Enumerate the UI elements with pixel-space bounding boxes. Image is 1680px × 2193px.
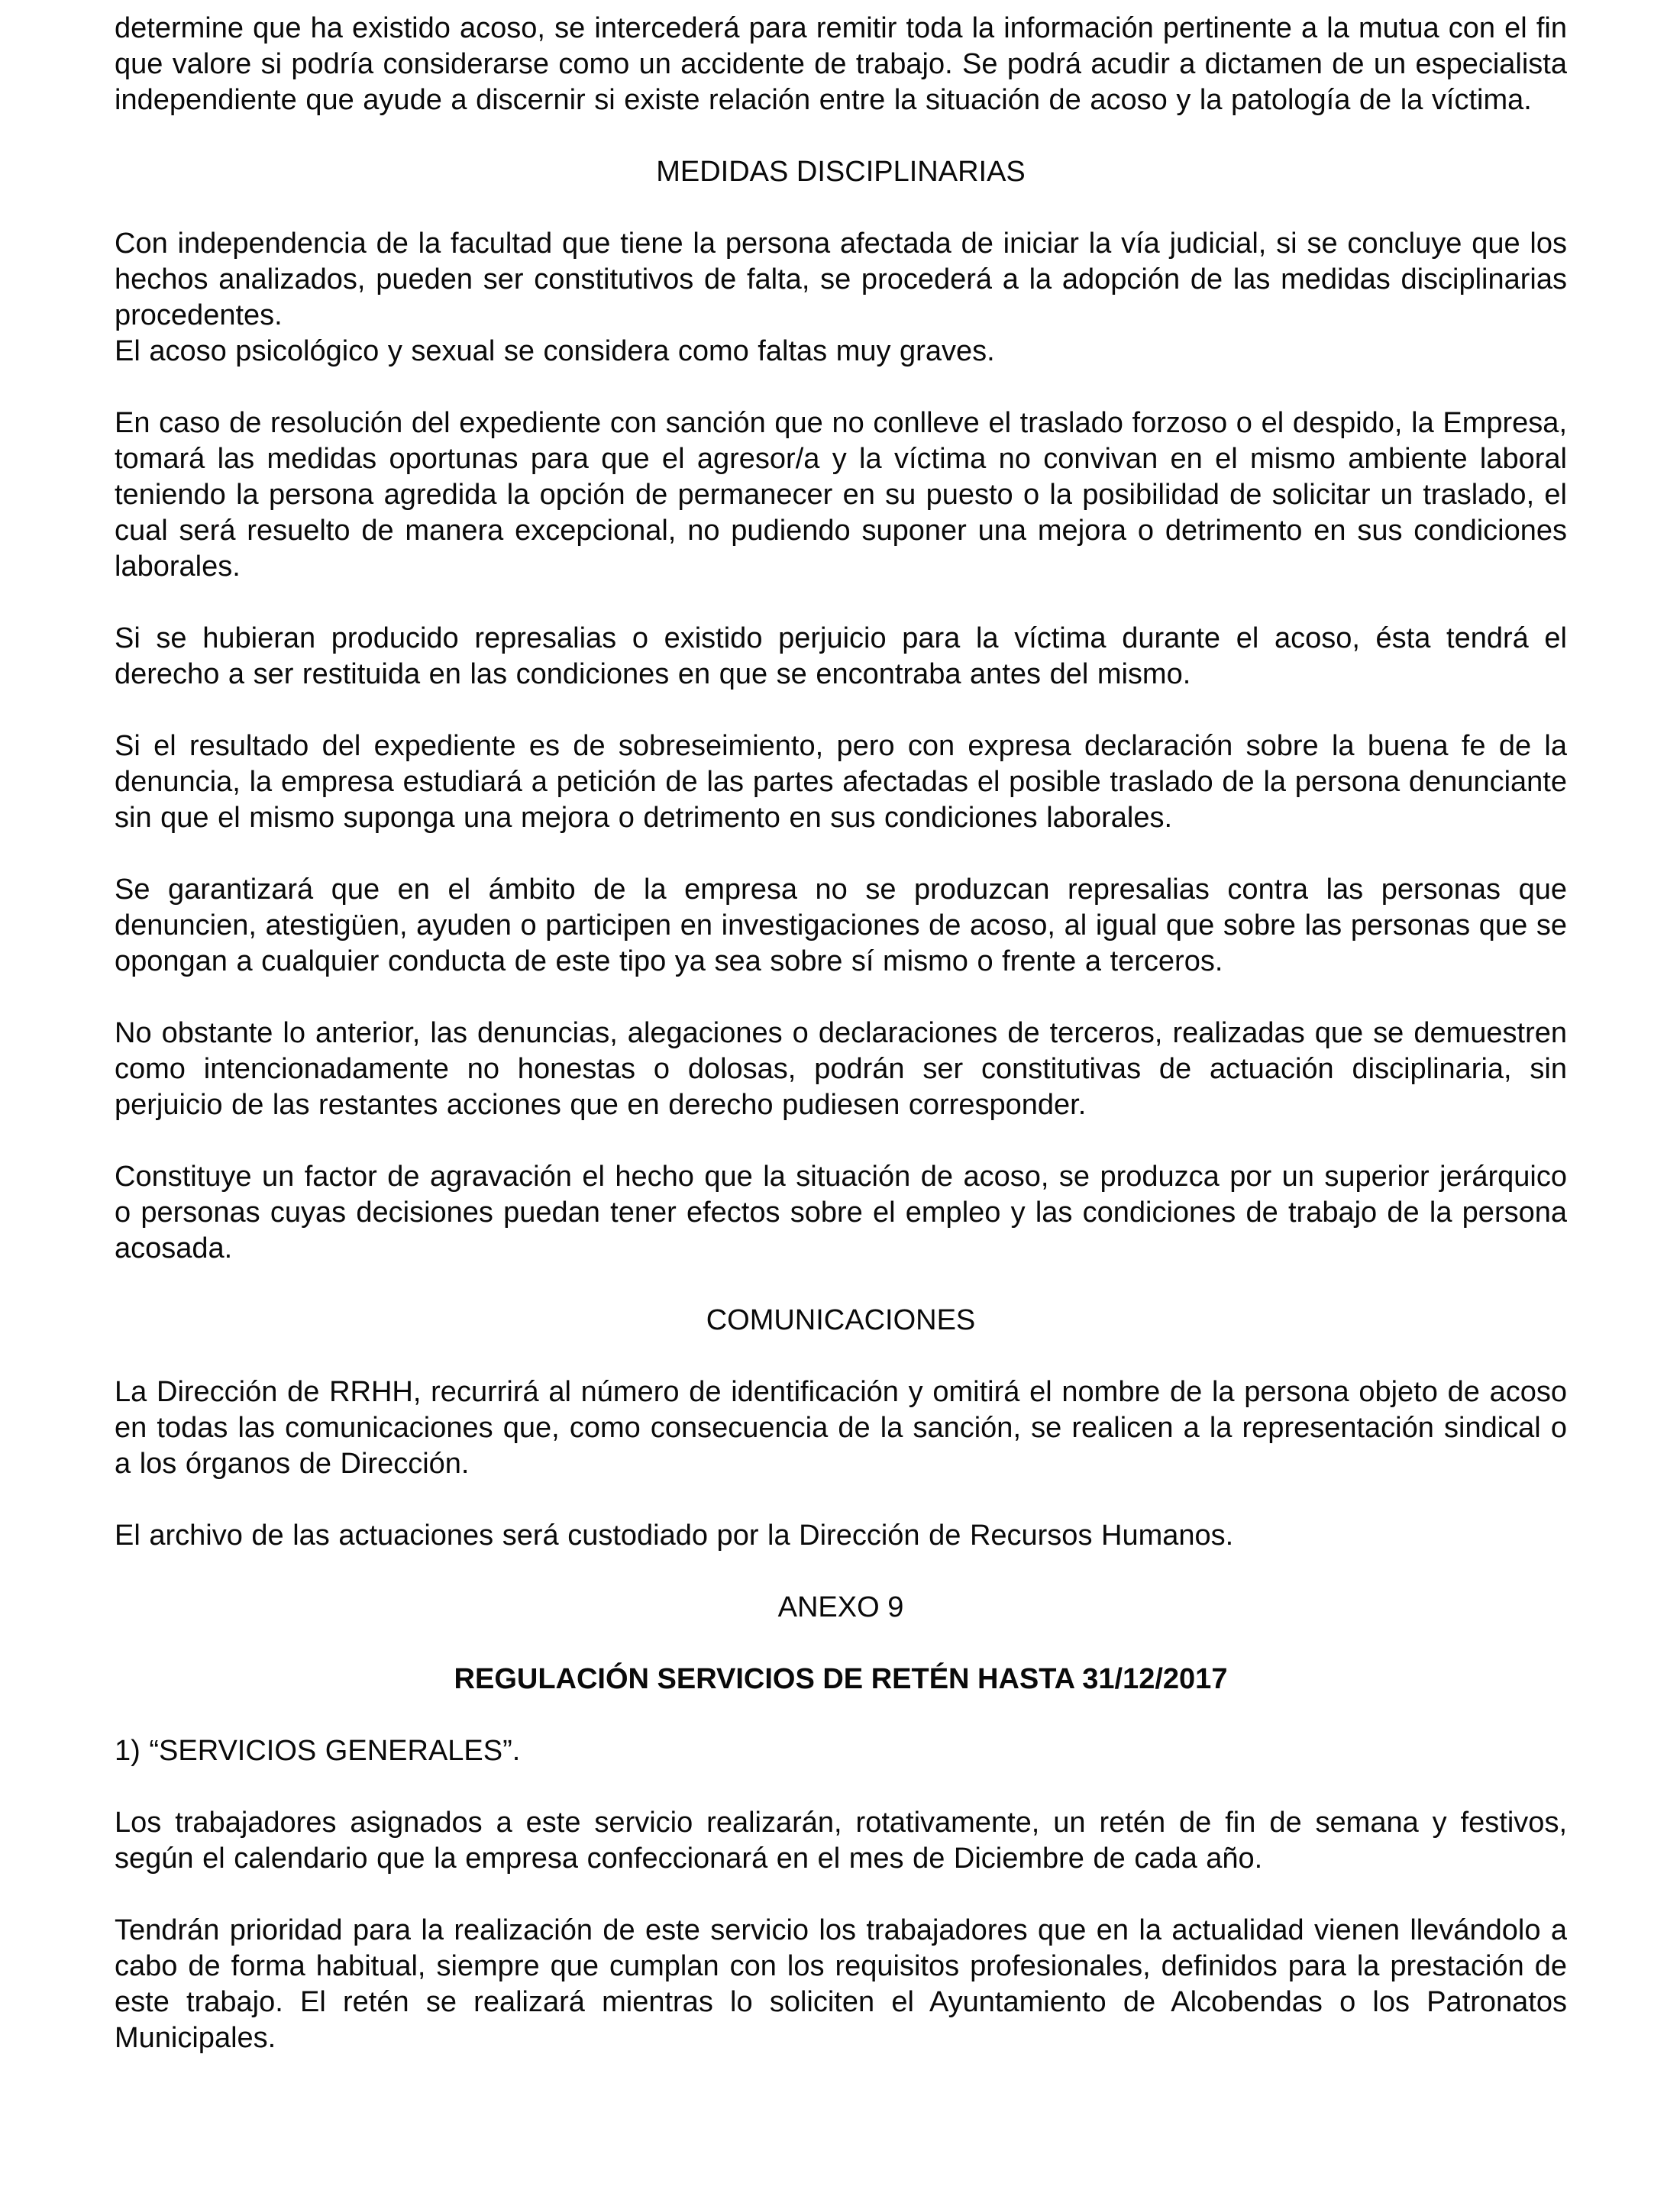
paragraph: Tendrán prioridad para la realización de este servicio los trabajadores que en la actualidad vienen llevándolo a cabo de forma habitual, siempre que cumplan con los requisitos profesionales, definidos para la prestación de este trabajo. El retén se realizará mientras lo soliciten el Ayuntamiento de Alcobendas o los Patronatos Municipales. [115, 1914, 1567, 2054]
paragraph: No obstante lo anterior, las denuncias, alegaciones o declaraciones de terceros, realizadas que se demuestren como intencionadamente no honestas o dolosas, podrán ser constitutivas de actuación disciplinaria, sin perjuicio de las restantes acciones que en derecho pudiesen corresponder. [115, 1017, 1567, 1121]
section-heading: MEDIDAS DISCIPLINARIAS [656, 156, 1026, 188]
paragraph: El archivo de las actuaciones será custodiado por la Dirección de Recursos Humanos. [115, 1520, 1234, 1552]
paragraph: La Dirección de RRHH, recurrirá al número de identificación y omitirá el nombre de la persona objeto de acoso en todas las comunicaciones que, como consecuencia de la sanción, se realicen a la representación sindical o a los órganos de Dirección. [115, 1376, 1567, 1480]
paragraph: Con independencia de la facultad que tiene la persona afectada de iniciar la vía judicial, si se concluye que los hechos analizados, pueden ser constitutivos de falta, se procederá a la adopción de las medidas disciplinarias procedentes. [115, 228, 1567, 331]
paragraph: Los trabajadores asignados a este servicio realizarán, rotativamente, un retén de fin de semana y festivos, según el calendario que la empresa confeccionará en el mes de Diciembre de cada año. [115, 1807, 1567, 1875]
section-heading: REGULACIÓN SERVICIOS DE RETÉN HASTA 31/12/2017 [454, 1663, 1228, 1695]
section-heading: COMUNICACIONES [706, 1304, 976, 1336]
paragraph: Si se hubieran producido represalias o existido perjuicio para la víctima durante el acoso, ésta tendrá el derecho a ser restituida en las condiciones en que se encontraba antes del mismo. [115, 622, 1567, 690]
paragraph: En caso de resolución del expediente con sanción que no conlleve el traslado forzoso o el despido, la Empresa, tomará las medidas oportunas para que el agresor/a y la víctima no convivan en el mismo ambiente laboral teniendo la persona agredida la opción de permanecer en su puesto o la posibilidad de solicitar un traslado, el cual será resuelto de manera excepcional, no pudiendo suponer una mejora o detrimento en sus condiciones laborales. [115, 407, 1567, 583]
paragraph: 1) “SERVICIOS GENERALES”. [115, 1735, 521, 1767]
paragraph: Constituye un factor de agravación el hecho que la situación de acoso, se produzca por un superior jerárquico o personas cuyas decisiones puedan tener efectos sobre el empleo y las condiciones de trabajo de la persona acosada. [115, 1161, 1567, 1264]
paragraph: Se garantizará que en el ámbito de la empresa no se produzcan represalias contra las personas que denuncien, atestigüen, ayuden o participen en investigaciones de acoso, al igual que sobre las personas que se opongan a cualquier conducta de este tipo ya sea sobre sí mismo o frente a terceros. [115, 874, 1567, 977]
section-heading: ANEXO 9 [777, 1591, 904, 1623]
paragraph: determine que ha existido acoso, se intercederá para remitir toda la información pertinente a la mutua con el fin que valore si podría considerarse como un accidente de trabajo. Se podrá acudir a dictamen de un especialista independiente que ayude a discernir si existe relación entre la situación de acoso y la patología de la víctima. [115, 12, 1567, 116]
paragraph: Si el resultado del expediente es de sobreseimiento, pero con expresa declaración sobre la buena fe de la denuncia, la empresa estudiará a petición de las partes afectadas el posible traslado de la persona denunciante sin que el mismo suponga una mejora o detrimento en sus condiciones laborales. [115, 730, 1567, 834]
paragraph: El acoso psicológico y sexual se considera como faltas muy graves. [115, 335, 995, 367]
